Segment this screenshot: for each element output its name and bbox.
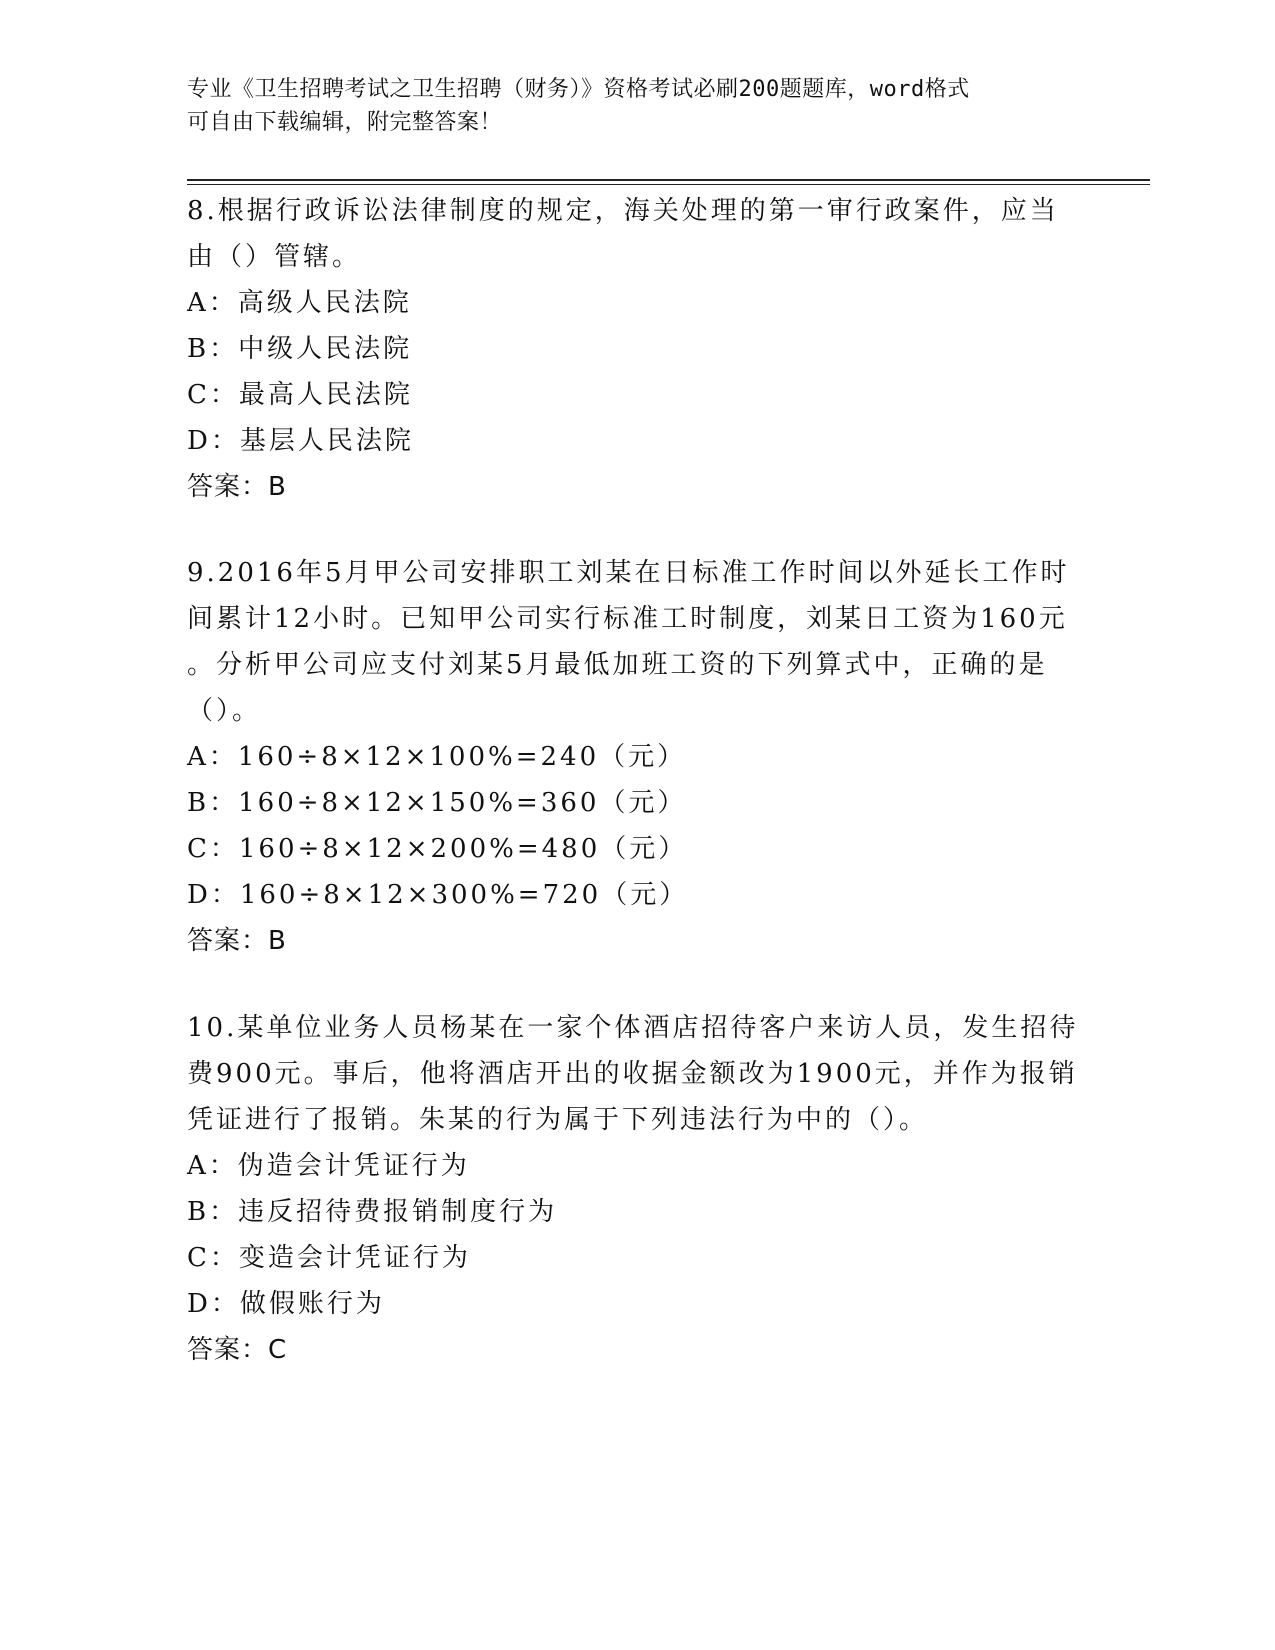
option-c: C：变造会计凭证行为 xyxy=(187,1243,471,1273)
question-stem-line: 。分析甲公司应支付刘某5月最低加班工资的下列算式中，正确的是 xyxy=(187,650,1048,680)
answer-label: 答案：B xyxy=(187,472,287,502)
option-b: B：违反招待费报销制度行为 xyxy=(187,1197,558,1227)
question-stem-line: （）。 xyxy=(187,696,262,726)
option-a: A：160÷8×12×100%=240（元） xyxy=(187,742,687,772)
header-line-1: 专业《卫生招聘考试之卫生招聘（财务）》资格考试必刷200题题库，word格式 xyxy=(187,77,970,102)
option-a: A：伪造会计凭证行为 xyxy=(187,1151,470,1181)
option-d: D：160÷8×12×300%=720（元） xyxy=(187,880,689,910)
question-stem-line: 间累计12小时。已知甲公司实行标准工时制度，刘某日工资为160元 xyxy=(187,604,1068,634)
option-d: D：基层人民法院 xyxy=(187,426,414,456)
question-8 xyxy=(187,188,1077,510)
document-header xyxy=(187,73,1067,139)
option-a: A：高级人民法院 xyxy=(187,288,412,318)
question-stem-line: 由（）管辖。 xyxy=(187,242,362,272)
option-b: B：160÷8×12×150%=360（元） xyxy=(187,788,687,818)
option-b: B：中级人民法院 xyxy=(187,334,413,364)
option-d: D：做假账行为 xyxy=(187,1289,385,1319)
header-divider-top xyxy=(187,179,1150,181)
answer-label: 答案：B xyxy=(187,926,287,956)
question-stem-line: 9.2016年5月甲公司安排职工刘某在日标准工作时间以外延长工作时 xyxy=(187,558,1070,588)
option-c: C：160÷8×12×200%=480（元） xyxy=(187,834,688,864)
option-c: C：最高人民法院 xyxy=(187,380,413,410)
question-stem-line: 凭证进行了报销。朱某的行为属于下列违法行为中的（）。 xyxy=(187,1105,929,1135)
answer-label: 答案：C xyxy=(187,1335,288,1365)
header-line-2: 可自由下载编辑，附完整答案！ xyxy=(187,110,503,135)
question-stem-line: 费900元。事后，他将酒店开出的收据金额改为1900元，并作为报销 xyxy=(187,1059,1078,1089)
header-divider-bottom xyxy=(187,184,1150,185)
question-10 xyxy=(187,1005,1077,1373)
question-stem-line: 8.根据行政诉讼法律制度的规定，海关处理的第一审行政案件，应当 xyxy=(187,196,1059,226)
question-stem-line: 10.某单位业务人员杨某在一家个体酒店招待客户来访人员，发生招待 xyxy=(187,1013,1079,1043)
question-9 xyxy=(187,550,1077,964)
